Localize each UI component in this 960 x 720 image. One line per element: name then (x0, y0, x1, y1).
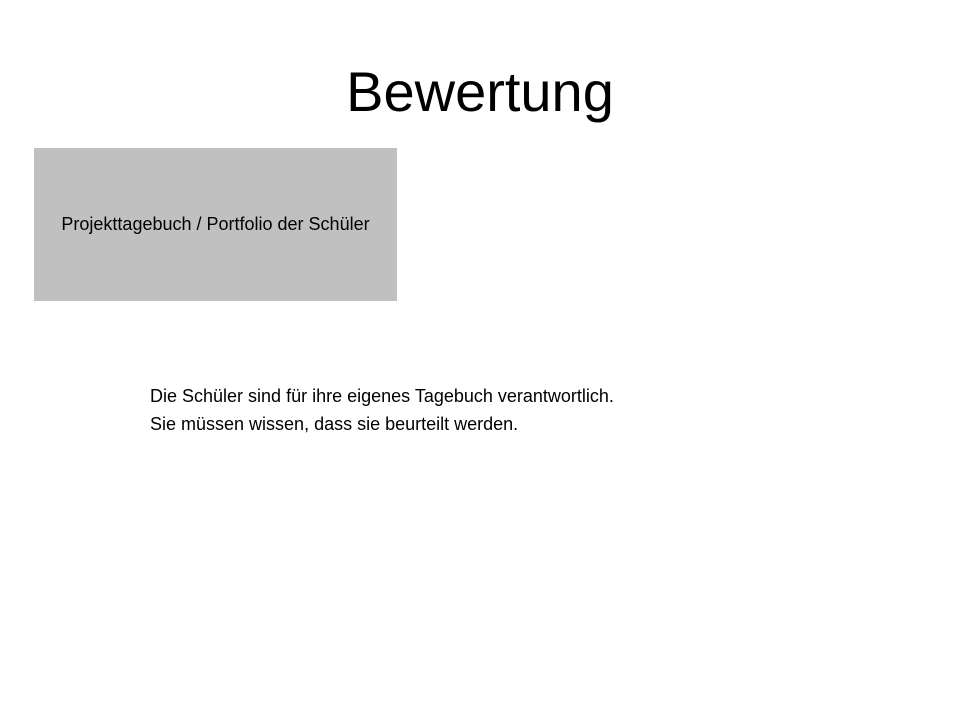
slide-title: Bewertung (346, 60, 614, 123)
body-line-2: Sie müssen wissen, dass sie beurteilt werden. (150, 414, 519, 434)
body-text (150, 382, 910, 438)
portfolio-box-label: Projekttagebuch / Portfolio der Schüler (61, 214, 370, 234)
body-line-1: Die Schüler sind für ihre eigenes Tagebuch verantwortlich. (150, 386, 614, 406)
portfolio-box (34, 148, 397, 301)
